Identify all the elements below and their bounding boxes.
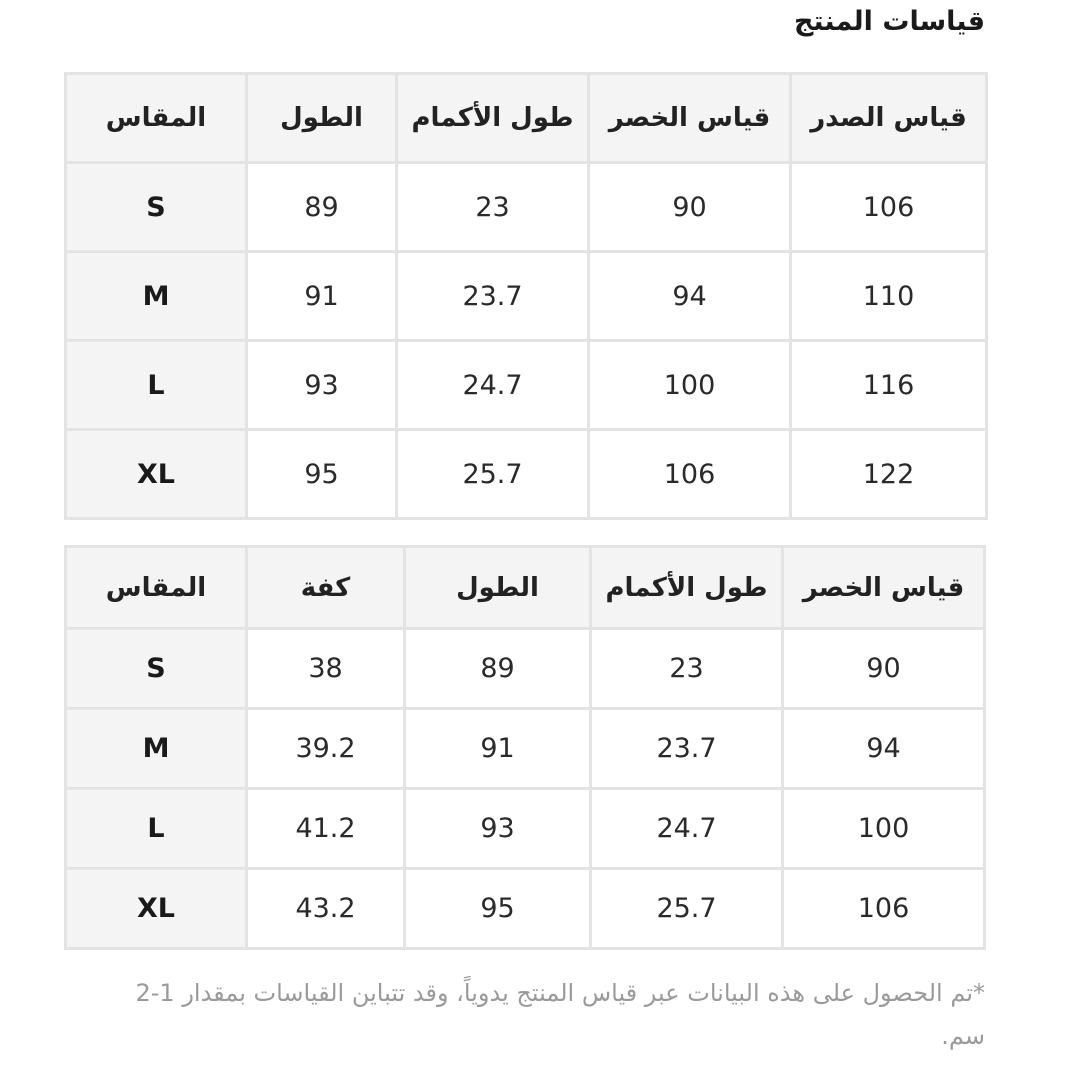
table-header-row — [66, 74, 987, 163]
header-waist: قياس الخصر — [589, 74, 791, 163]
page-title: قياسات المنتج — [793, 6, 985, 37]
size-cell: S — [66, 163, 247, 252]
waist-cell: 94 — [589, 252, 791, 341]
header-sleeve-length: طول الأكمام — [397, 74, 589, 163]
waist-cell: 90 — [589, 163, 791, 252]
size-table-cuff — [64, 545, 986, 950]
length-cell: 91 — [247, 252, 397, 341]
waist-cell: 106 — [589, 430, 791, 519]
waist-cell: 90 — [783, 629, 985, 709]
header-sleeve-length: طول الأكمام — [591, 547, 783, 629]
header-size: المقاس — [66, 547, 247, 629]
sleeve-cell: 23 — [397, 163, 589, 252]
sleeve-cell: 24.7 — [591, 789, 783, 869]
header-chest: قياس الصدر — [791, 74, 987, 163]
length-cell: 95 — [405, 869, 591, 949]
table-row — [66, 341, 987, 430]
cuff-cell: 38 — [247, 629, 405, 709]
length-cell: 93 — [405, 789, 591, 869]
size-cell: M — [66, 252, 247, 341]
sleeve-cell: 23.7 — [397, 252, 589, 341]
waist-cell: 94 — [783, 709, 985, 789]
length-cell: 95 — [247, 430, 397, 519]
header-length: الطول — [247, 74, 397, 163]
size-cell: L — [66, 341, 247, 430]
waist-cell: 100 — [589, 341, 791, 430]
waist-cell: 100 — [783, 789, 985, 869]
table-row — [66, 789, 985, 869]
table-row — [66, 869, 985, 949]
cuff-cell: 43.2 — [247, 869, 405, 949]
header-length: الطول — [405, 547, 591, 629]
cuff-cell: 39.2 — [247, 709, 405, 789]
sleeve-cell: 23 — [591, 629, 783, 709]
length-cell: 93 — [247, 341, 397, 430]
header-size: المقاس — [66, 74, 247, 163]
table-row — [66, 252, 987, 341]
measurement-note: *تم الحصول على هذه البيانات عبر قياس المنتج يدوياً، وقد تتباين القياسات بمقدار 1-2 سم. — [135, 979, 985, 1050]
size-cell: XL — [66, 869, 247, 949]
chest-cell: 110 — [791, 252, 987, 341]
chest-cell: 122 — [791, 430, 987, 519]
chest-cell: 106 — [791, 163, 987, 252]
header-cuff: كفة — [247, 547, 405, 629]
table-row — [66, 163, 987, 252]
table-header-row — [66, 547, 985, 629]
table-row — [66, 430, 987, 519]
size-cell: M — [66, 709, 247, 789]
sleeve-cell: 25.7 — [591, 869, 783, 949]
table-row — [66, 629, 985, 709]
size-table-chest — [64, 72, 988, 520]
size-cell: XL — [66, 430, 247, 519]
chest-cell: 116 — [791, 341, 987, 430]
header-waist: قياس الخصر — [783, 547, 985, 629]
length-cell: 91 — [405, 709, 591, 789]
sleeve-cell: 24.7 — [397, 341, 589, 430]
sleeve-cell: 25.7 — [397, 430, 589, 519]
size-cell: S — [66, 629, 247, 709]
length-cell: 89 — [405, 629, 591, 709]
length-cell: 89 — [247, 163, 397, 252]
cuff-cell: 41.2 — [247, 789, 405, 869]
sleeve-cell: 23.7 — [591, 709, 783, 789]
table-row — [66, 709, 985, 789]
size-cell: L — [66, 789, 247, 869]
waist-cell: 106 — [783, 869, 985, 949]
